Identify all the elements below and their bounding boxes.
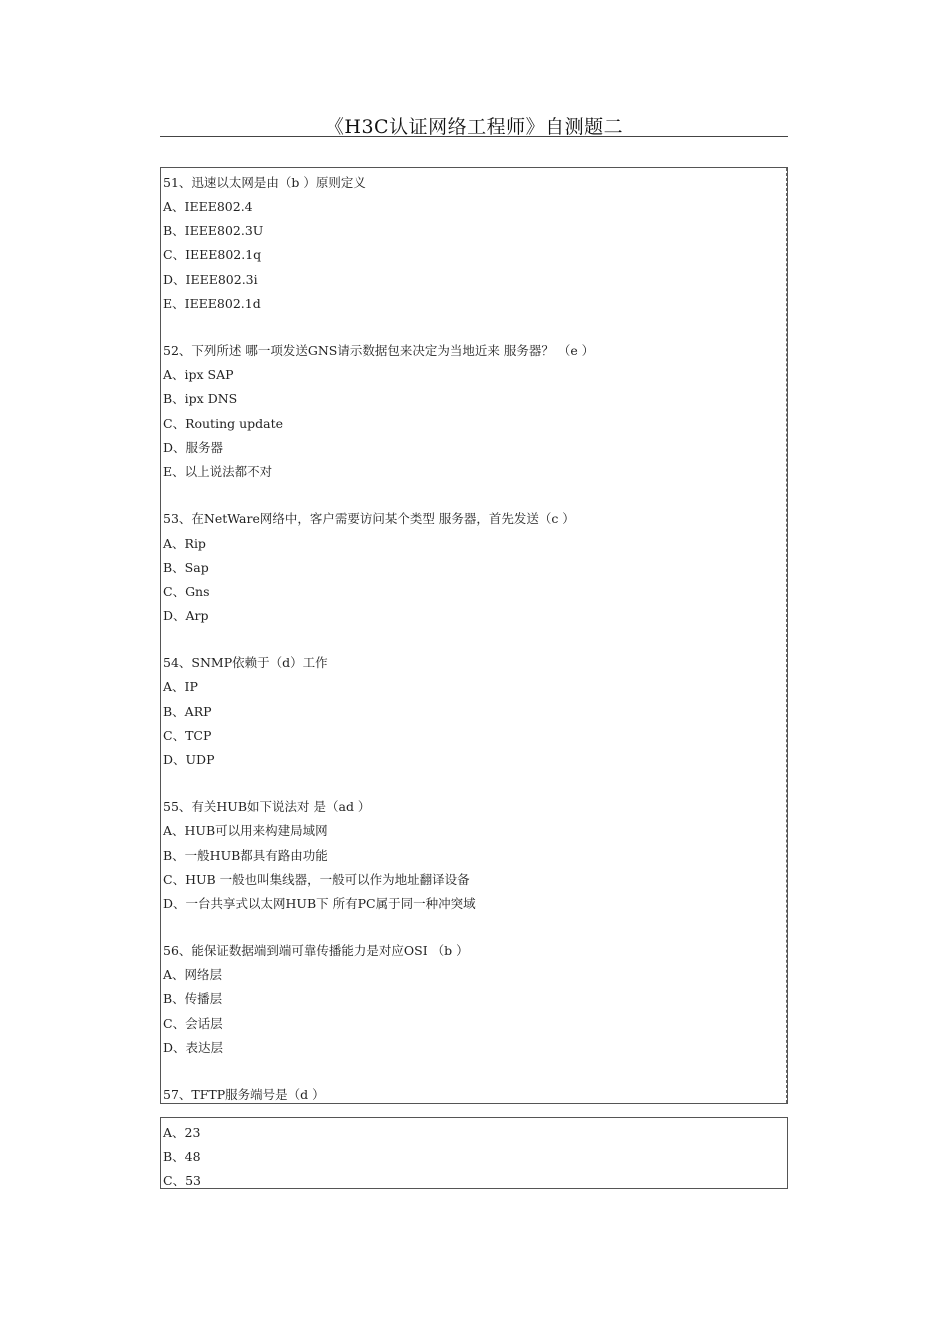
option-line: A、HUB可以用来构建局域网 (163, 823, 328, 838)
question-line: 52、下列所述 哪一项发送GNS请示数据包来决定为当地近来 服务器？ （e ） (163, 343, 595, 358)
document-title: 《H3C认证网络工程师》自测题二 (324, 116, 624, 138)
option-line: C、HUB 一般也叫集线器，一般可以作为地址翻译设备 (163, 872, 470, 887)
option-line: C、TCP (163, 728, 212, 743)
option-line: A、网络层 (163, 967, 223, 982)
option-line: C、Gns (163, 584, 210, 599)
option-line: C、IEEE802.1q (163, 247, 262, 262)
question-line: 54、SNMP依赖于（d）工作 (163, 655, 328, 670)
option-line: B、48 (163, 1149, 201, 1164)
question-box-continued (160, 1117, 788, 1189)
option-line: A、Rip (163, 536, 206, 551)
option-line: E、以上说法都不对 (163, 464, 273, 479)
title-underline (160, 136, 788, 137)
question-box-main (160, 167, 788, 1104)
question-line: 56、能保证数据端到端可靠传播能力是对应OSI （b ） (163, 943, 469, 958)
option-line: E、IEEE802.1d (163, 296, 261, 311)
box-dashed-edge (786, 168, 787, 1103)
option-line: B、传播层 (163, 991, 223, 1006)
option-line: D、UDP (163, 752, 215, 767)
option-line: A、ipx SAP (163, 367, 234, 382)
option-line: A、IP (163, 679, 198, 694)
option-line: D、服务器 (163, 440, 224, 455)
option-line: D、表达层 (163, 1040, 224, 1055)
option-line: B、IEEE802.3U (163, 223, 264, 238)
option-line: D、Arp (163, 608, 209, 623)
option-line: B、ARP (163, 704, 212, 719)
option-line: B、一般HUB都具有路由功能 (163, 848, 328, 863)
question-line: 55、有关HUB如下说法对 是（ad ） (163, 799, 371, 814)
question-line: 57、TFTP服务端号是（d ） (163, 1087, 325, 1102)
option-line: D、IEEE802.3i (163, 272, 258, 287)
question-line: 53、在NetWare网络中，客户需要访问某个类型 服务器，首先发送（c ） (163, 511, 575, 526)
option-line: B、Sap (163, 560, 209, 575)
option-line: A、23 (163, 1125, 201, 1140)
question-line: 51、迅速以太网是由（b ）原则定义 (163, 175, 366, 190)
option-line: D、一台共享式以太网HUB下 所有PC属于同一种冲突域 (163, 896, 476, 911)
option-line: A、IEEE802.4 (163, 199, 253, 214)
option-line: C、Routing update (163, 416, 284, 431)
option-line: C、会话层 (163, 1016, 223, 1031)
option-line: B、ipx DNS (163, 391, 238, 406)
option-line: C、53 (163, 1173, 201, 1188)
